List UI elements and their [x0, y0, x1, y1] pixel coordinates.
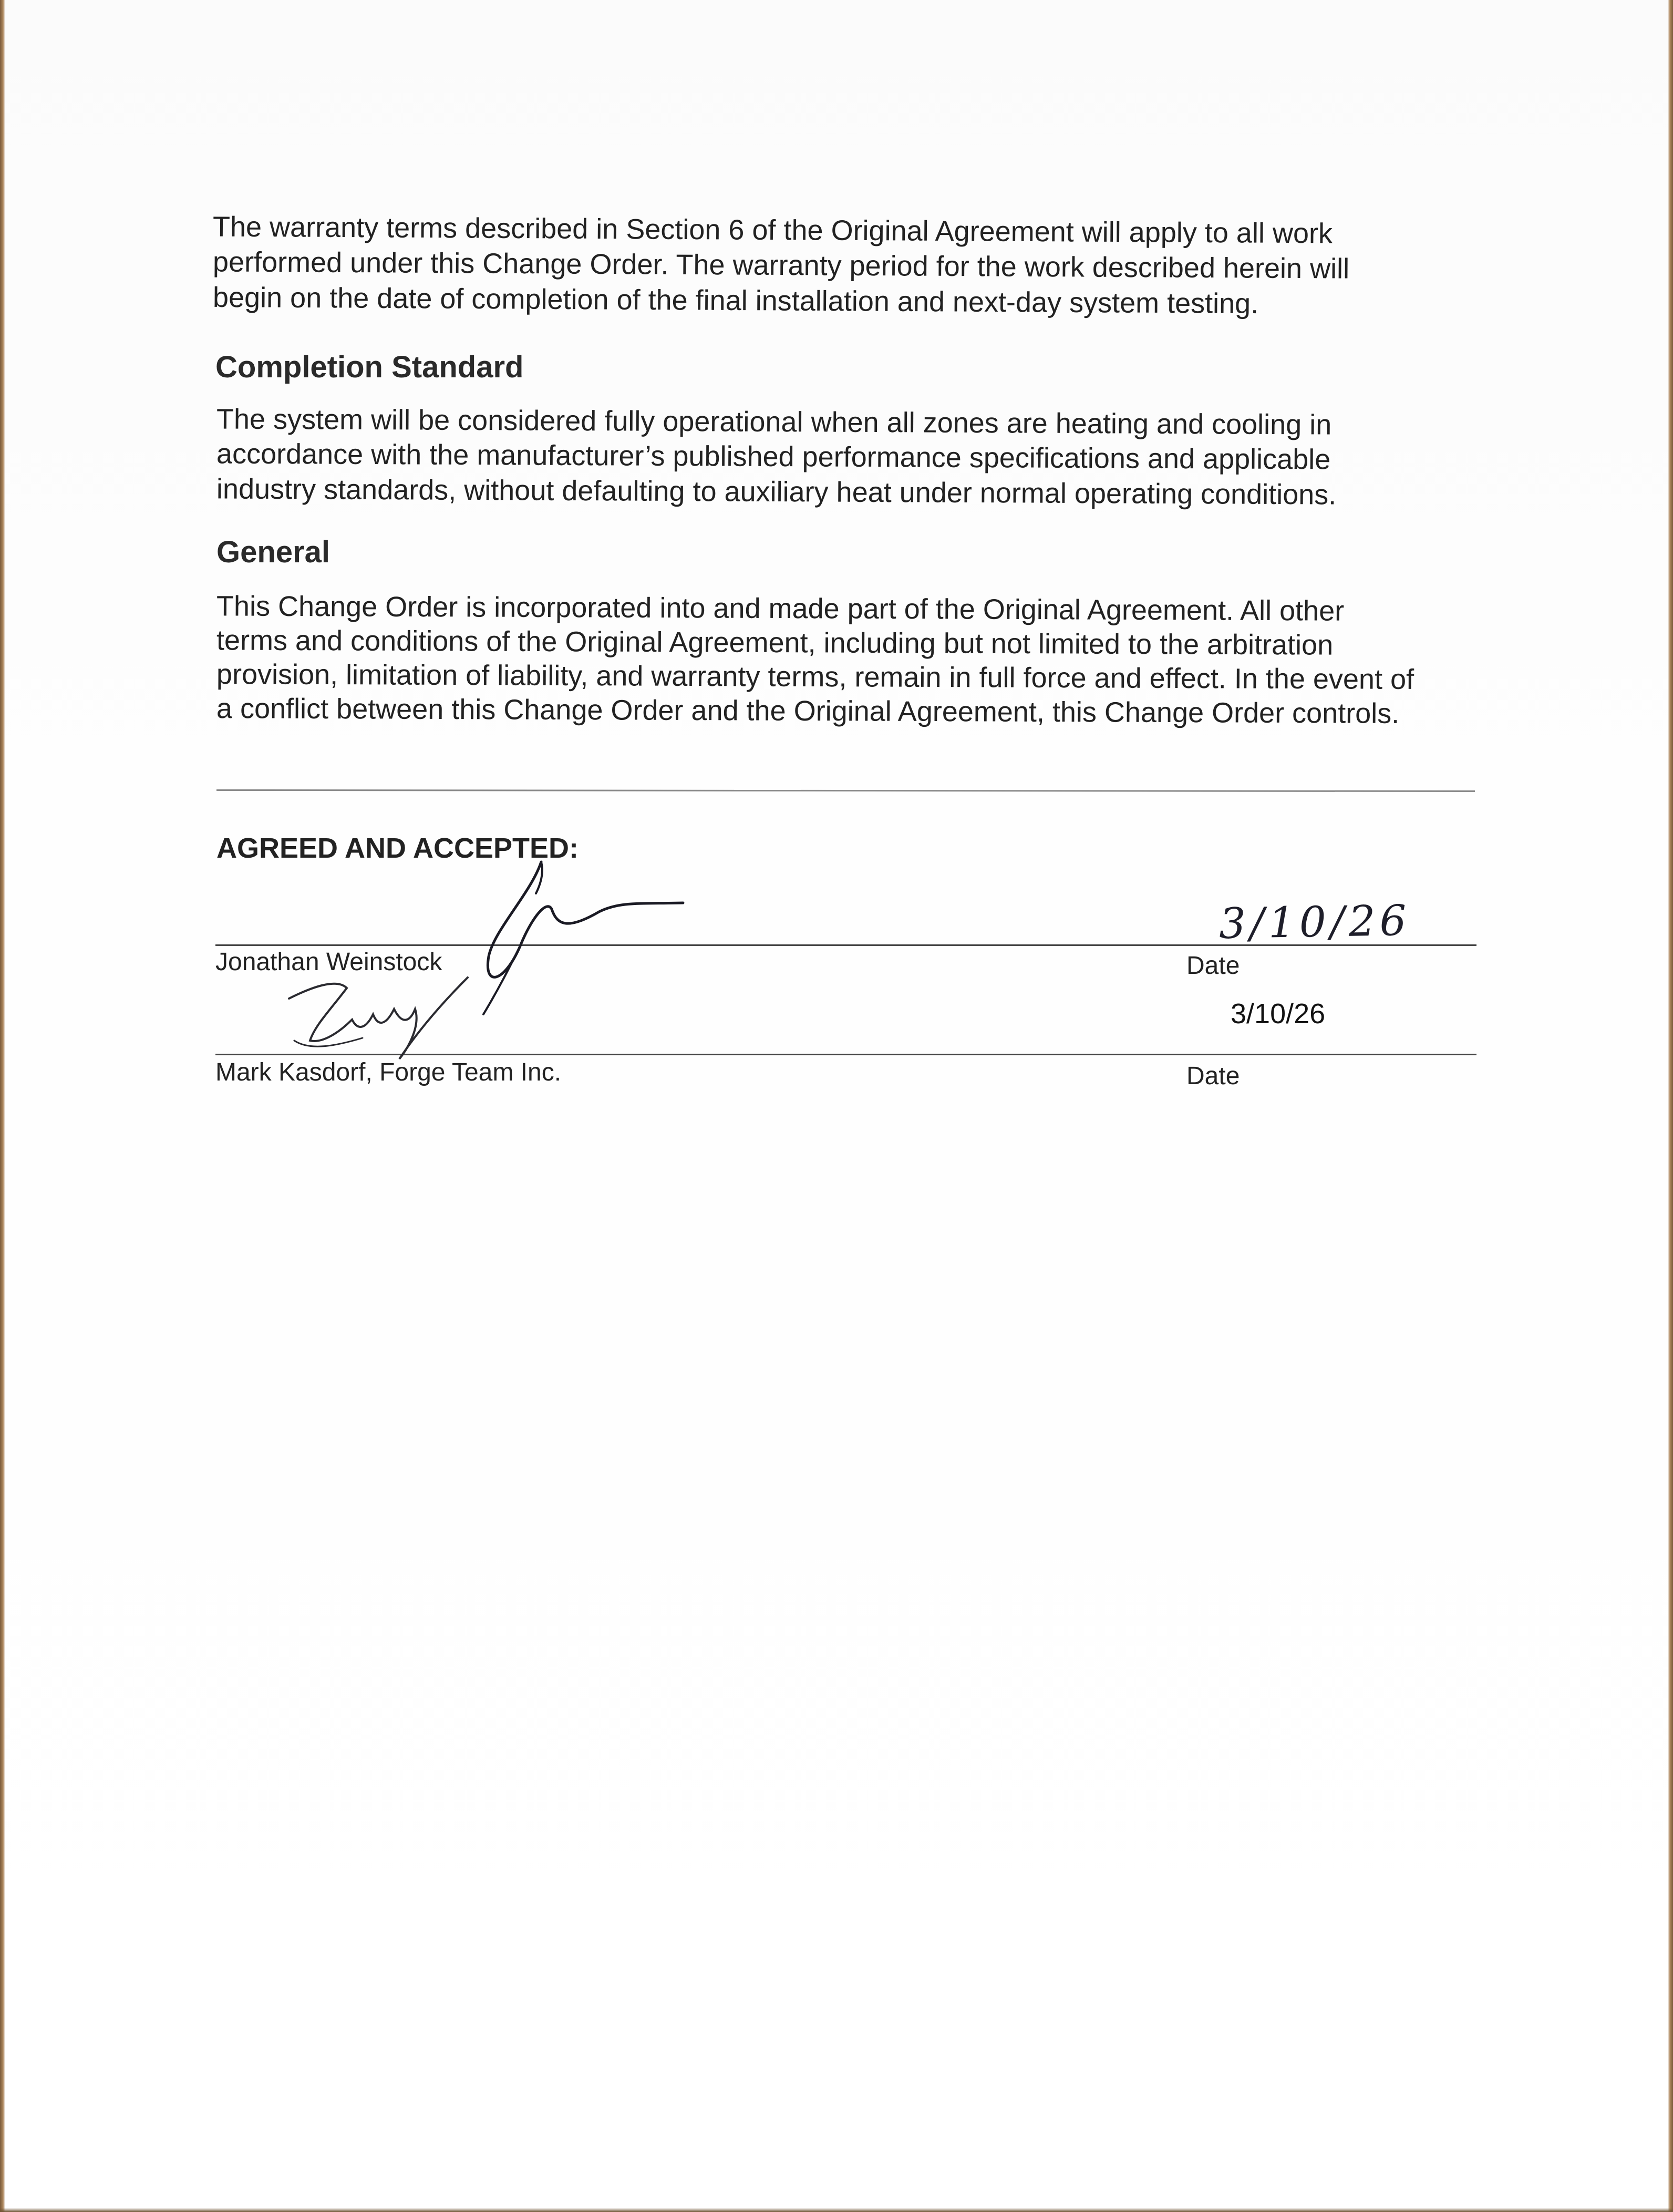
completion-line-1: The system will be considered fully operational when all zones are heating and cooling in: [216, 403, 1332, 441]
general-line-2: terms and conditions of the Original Agreement, including but not limited to the arbitration: [216, 624, 1334, 661]
completion-standard-heading: Completion Standard: [215, 350, 524, 384]
party1-handwritten-date: 3/10/26: [1218, 896, 1411, 949]
party2-typed-date: 3/10/26: [1231, 998, 1326, 1030]
warranty-line-1: The warranty terms described in Section 6 of the Original Agreement will apply to all work: [212, 211, 1333, 250]
party2-name: Mark Kasdorf, Forge Team Inc.: [215, 1058, 562, 1086]
party1-date-label: Date: [1186, 952, 1240, 980]
section-divider: [216, 789, 1475, 792]
warranty-line-2: performed under this Change Order. The warranty period for the work described herein will: [212, 246, 1350, 285]
agreed-and-accepted-label: AGREED AND ACCEPTED:: [216, 832, 579, 864]
paper-edge-left: [0, 0, 5, 2212]
general-line-1: This Change Order is incorporated into and made part of the Original Agreement. All other: [216, 590, 1345, 627]
paper-edge-right: [1668, 0, 1673, 2212]
signature-mark-kasdorf: [278, 967, 531, 1062]
party2-date-label: Date: [1186, 1062, 1240, 1090]
paper-edge-bottom: [0, 2208, 1673, 2212]
completion-line-2: accordance with the manufacturer’s published performance specifications and applicable: [216, 438, 1331, 476]
warranty-line-3: begin on the date of completion of the final installation and next-day system testing.: [212, 281, 1259, 320]
general-line-4: a conflict between this Change Order and the Original Agreement, this Change Order controls.: [216, 693, 1400, 729]
general-heading: General: [216, 535, 330, 569]
completion-line-3: industry standards, without defaulting to auxiliary heat under normal operating conditions.: [216, 473, 1337, 511]
general-line-3: provision, limitation of liability, and warranty terms, remain in full force and effect. In the event of: [216, 659, 1414, 695]
party1-name: Jonathan Weinstock: [215, 948, 442, 976]
